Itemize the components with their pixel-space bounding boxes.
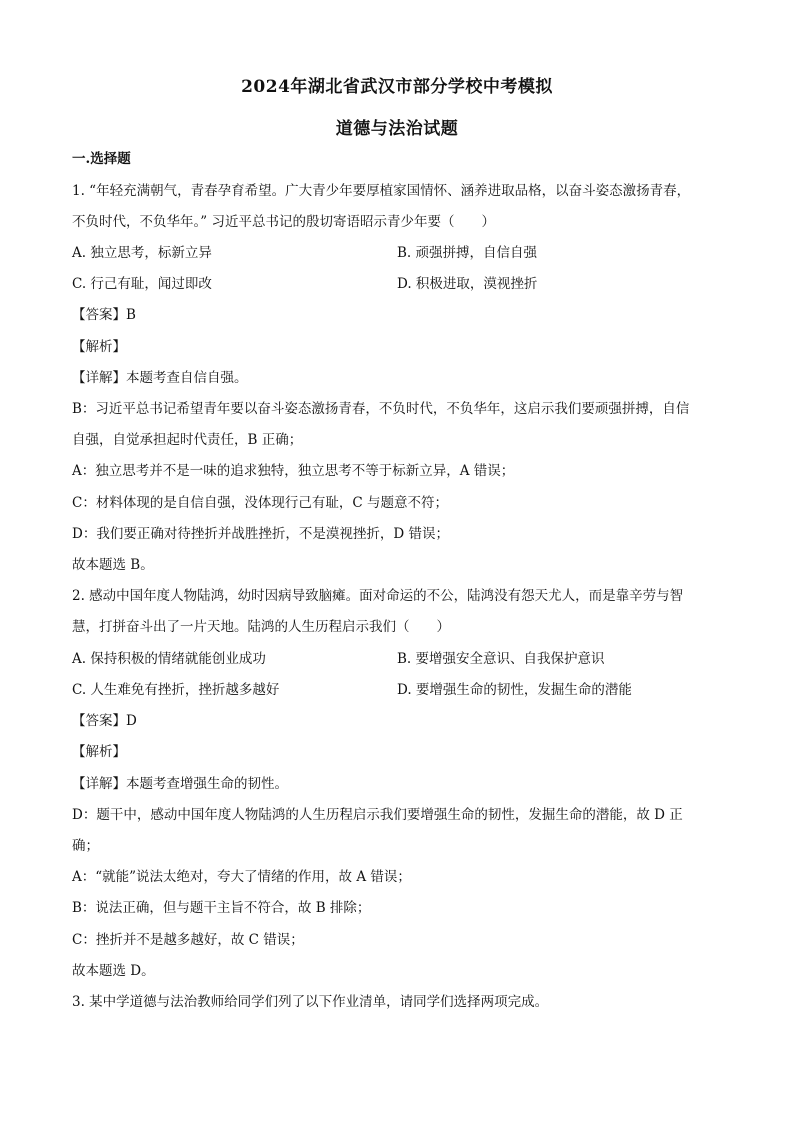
q1-detail: 【详解】本题考查自信自强。 (72, 370, 248, 386)
q1-explain-b-line1: B：习近平总书记希望青年要以奋斗姿态激扬青春，不负时代，不负华年，这启示我们要顽强拼搏，自信 (72, 401, 690, 417)
q1-option-a: A. 独立思考，标新立异 (72, 245, 212, 261)
exam-subtitle: 道德与法治试题 (335, 119, 459, 139)
q1-stem-line1: 1. “年轻充满朝气，青春孕育希望。广大青少年要厚植家国情怀、涵养进取品格，以奋斗姿态激扬青春， (72, 183, 691, 199)
q1-stem-line2: 不负时代，不负华年。” 习近平总书记的殷切寄语昭示青少年要（ ） (72, 214, 495, 230)
q2-explain-a: A：“就能”说法太绝对，夸大了情绪的作用，故 A 错误； (72, 869, 411, 885)
section-heading: 一.选择题 (72, 151, 131, 167)
q2-explain-d-line2: 确； (72, 838, 99, 854)
q2-stem-line1: 2. 感动中国年度人物陆鸿，幼时因病导致脑瘫。面对命运的不公，陆鸿没有怨天尤人，而是靠辛劳与智 (72, 588, 684, 604)
q1-explain-a: A：独立思考并不是一味的追求独特，独立思考不等于标新立异，A 错误； (72, 463, 515, 479)
q2-explain-c: C：挫折并不是越多越好，故 C 错误； (72, 932, 304, 948)
q1-option-b: B. 顽强拼搏，自信自强 (397, 245, 538, 261)
q2-stem-line2: 慧，打拼奋斗出了一片天地。陆鸿的人生历程启示我们（ ） (72, 619, 450, 635)
q2-detail: 【详解】本题考查增强生命的韧性。 (72, 776, 288, 792)
q1-answer: 【答案】B (72, 307, 136, 323)
q1-explain-b-line2: 自强，自觉承担起时代责任，B 正确； (72, 432, 303, 448)
exam-title: 2024年湖北省武汉市部分学校中考模拟 (241, 77, 553, 97)
q3-stem-line1: 3. 某中学道德与法治教师给同学们列了以下作业清单，请同学们选择两项完成。 (72, 994, 549, 1010)
q1-option-c: C. 行己有耻，闻过即改 (72, 276, 212, 292)
q2-conclusion: 故本题选 D。 (72, 963, 155, 979)
q2-option-c: C. 人生难免有挫折，挫折越多越好 (72, 682, 280, 698)
q2-option-b: B. 要增强安全意识、自我保护意识 (397, 651, 605, 667)
q2-explain-b: B：说法正确，但与题干主旨不符合，故 B 排除； (72, 900, 371, 916)
q2-option-a: A. 保持积极的情绪就能创业成功 (72, 651, 266, 667)
q1-analysis-label: 【解析】 (72, 339, 126, 355)
q2-explain-d-line1: D：题干中，感动中国年度人物陆鸿的人生历程启示我们要增强生命的韧性，发掘生命的潜能，故 D 正 (72, 807, 683, 823)
q1-conclusion: 故本题选 B。 (72, 557, 154, 573)
q2-option-d: D. 要增强生命的韧性，发掘生命的潜能 (397, 682, 632, 698)
q2-analysis-label: 【解析】 (72, 744, 126, 760)
q1-option-d: D. 积极进取，漠视挫折 (397, 276, 538, 292)
q1-explain-c: C：材料体现的是自信自强，没体现行己有耻，C 与题意不符； (72, 495, 448, 511)
q1-explain-d: D：我们要正确对待挫折并战胜挫折，不是漠视挫折，D 错误； (72, 526, 449, 542)
q2-answer: 【答案】D (72, 713, 137, 729)
